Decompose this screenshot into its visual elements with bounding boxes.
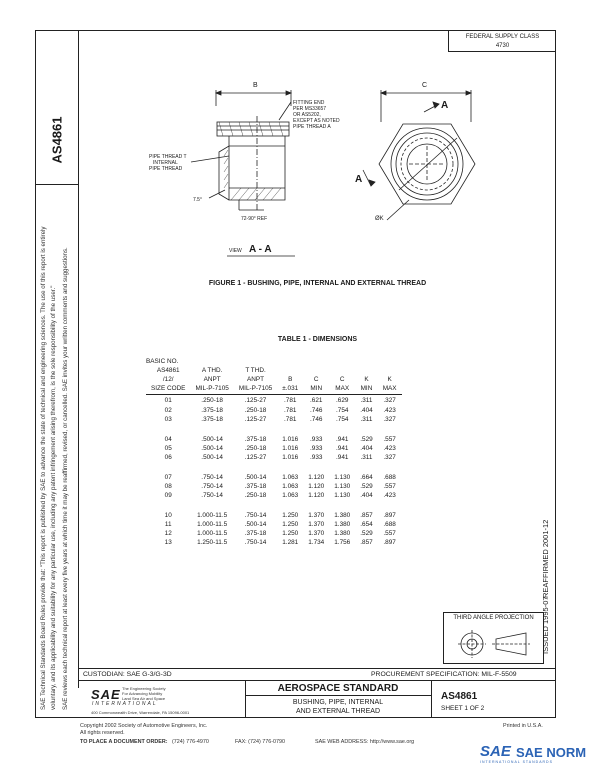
view-section-label: A - A: [249, 244, 272, 255]
disclaimer-line-2: voluntary, and its applicability and suitability for any particular use, including any patent infringement arising therefrom, is the sole responsibility of the user.": [50, 285, 57, 710]
col-a-1: A THD.: [201, 367, 223, 374]
table-cell: .423: [383, 445, 396, 452]
sae-international: INTERNATIONAL: [92, 701, 158, 707]
sae-norm-watermark: [480, 743, 590, 767]
reaffirmed-date: REAFFIRMED 2001-12: [541, 519, 550, 598]
watermark-sub: INTERNATIONAL STANDARDS: [480, 760, 553, 764]
third-angle-projection-box: [443, 612, 544, 664]
table-row: [146, 520, 402, 529]
web-address: SAE WEB ADDRESS: http://www.sae.org: [315, 739, 415, 745]
col-t-3: MIL-P-7105: [234, 384, 277, 395]
table-cell: .311: [360, 454, 373, 461]
table-cell: 1.370: [308, 512, 325, 519]
table-cell: 02: [164, 407, 172, 414]
table-cell: .500-14: [244, 521, 267, 528]
table-cell: 1.016: [282, 454, 299, 461]
table-cell: .311: [360, 416, 373, 423]
table-cell: 09: [164, 492, 172, 499]
table-cell: 04: [164, 436, 172, 443]
table-cell: .250-18: [244, 407, 267, 414]
table-cell: .375-18: [244, 530, 267, 537]
table-cell: .529: [360, 483, 373, 490]
disclaimer-line-1: SAE Technical Standards Board Rules provide that: "This report is published by SAE to advance the state of technical and engineering sciences. The use of this report is entirely: [40, 226, 47, 710]
table-cell: 1.370: [308, 530, 325, 537]
printed-in: Printed in U.S.A.: [503, 723, 543, 729]
table-cell: 11: [164, 521, 172, 528]
fitting-note-4: EXCEPT AS NOTED: [293, 118, 340, 124]
pipe-thread-note-2: INTERNAL: [153, 160, 178, 166]
table-cell: 1.063: [282, 474, 299, 481]
table-cell: .125-27: [244, 454, 267, 461]
order-phone: (724) 776-4970: [172, 739, 209, 745]
table-cell: .746: [310, 407, 323, 414]
table-cell: .750-14: [244, 539, 267, 546]
table-cell: 1.380: [334, 521, 351, 528]
table-cell: 07: [164, 474, 172, 481]
table-cell: .250-18: [244, 492, 267, 499]
table-row: [146, 395, 402, 407]
table-row: [146, 511, 402, 520]
table-cell: 1.380: [334, 512, 351, 519]
table-cell: 1.016: [282, 436, 299, 443]
table-cell: .327: [383, 416, 396, 423]
table-cell: .781: [284, 407, 297, 414]
figure-caption: FIGURE 1 - BUSHING, PIPE, INTERNAL AND EXTERNAL THREAD: [208, 280, 427, 287]
table-cell: .621: [310, 397, 323, 404]
standard-type-underline: [245, 695, 431, 696]
table-cell: .529: [360, 530, 373, 537]
sae-logo: SAE: [91, 687, 121, 702]
table-cell: .529: [360, 436, 373, 443]
col-basic-4: SIZE CODE: [146, 384, 190, 395]
table-cell: 1.000-11.5: [197, 521, 228, 528]
col-basic-1: BASIC NO.: [146, 358, 179, 365]
col-kmin-2: MIN: [355, 384, 377, 395]
federal-supply-class: [448, 30, 556, 52]
table-cell: .500-14: [244, 474, 267, 481]
fitting-note-5: PIPE THREAD A: [293, 124, 331, 130]
table-row: [146, 453, 402, 462]
table-cell: 1.380: [334, 530, 351, 537]
sae-tagline-3: Land Sea Air and Space: [122, 696, 166, 701]
table-cell: .857: [360, 539, 373, 546]
table-row: [146, 482, 402, 491]
table-cell: 01: [164, 397, 172, 404]
sae-tagline: [122, 686, 166, 701]
table-cell: 1.000-11.5: [197, 530, 228, 537]
col-a-3: MIL-P-7105: [190, 384, 233, 395]
col-b-1: B: [288, 376, 293, 383]
table-row: [146, 529, 402, 538]
section-letter-left: A: [355, 174, 363, 185]
title-block-divider-2: [431, 681, 432, 718]
table-cell: .688: [383, 474, 396, 481]
col-basic-2: AS4861: [156, 367, 180, 374]
table-cell: .557: [383, 530, 396, 537]
fitting-note-1: FITTING END: [293, 100, 325, 106]
issued-date: ISSUED 1995-07: [541, 596, 550, 654]
fitting-note-3: OR AS5202,: [293, 112, 321, 118]
col-cmax-2: MAX: [329, 384, 355, 395]
watermark-text: SAE NORM: [516, 745, 587, 760]
doc-number-vertical: AS4861: [49, 116, 65, 164]
col-t-1: T THD.: [245, 367, 266, 374]
table-cell: 1.120: [308, 492, 325, 499]
table-cell: 10: [164, 512, 172, 519]
angle-note: 72-90° REF: [241, 216, 268, 222]
table-cell: .327: [383, 397, 396, 404]
col-t-2: ANPT: [247, 376, 265, 383]
table-cell: 03: [164, 416, 172, 423]
fax: FAX: (724) 776-0790: [235, 739, 286, 745]
col-kmin-1: K: [364, 376, 369, 383]
table-cell: .750-14: [201, 483, 223, 490]
col-a-2: ANPT: [203, 376, 221, 383]
copyright: Copyright 2002 Society of Automotive Engineers, Inc.: [80, 723, 208, 729]
table-row: [146, 473, 402, 482]
table-cell: .125-27: [244, 397, 267, 404]
table-cell: 06: [164, 454, 172, 461]
table-row: [146, 435, 402, 444]
disclaimer-line-3: SAE reviews each technical report at least every five years at which time it may be reaffirmed, revised, or cancelled. SAE invites your written comments and suggestions.: [62, 247, 69, 710]
table-cell: .375-18: [201, 407, 223, 414]
sheet-number: SHEET 1 OF 2: [441, 705, 485, 712]
table-cell: 1.250: [282, 512, 299, 519]
ref-angle-label: 7.5°: [193, 197, 202, 203]
table-cell: .933: [310, 454, 323, 461]
table-cell: .404: [360, 407, 373, 414]
custodian-row: [79, 668, 556, 681]
sae-address: 400 Commonwealth Drive, Warrendale, PA 15096-0001: [91, 710, 190, 715]
table-cell: .125-27: [244, 416, 267, 423]
dia-k-label: ØK: [375, 216, 384, 222]
table-cell: .404: [360, 492, 373, 499]
fsc-label: FEDERAL SUPPLY CLASS: [465, 34, 540, 40]
table-cell: .311: [360, 397, 373, 404]
table-cell: .750-14: [201, 492, 223, 499]
table-cell: .557: [383, 483, 396, 490]
table-cell: .781: [284, 416, 297, 423]
table-cell: 12: [164, 530, 172, 537]
table-cell: .688: [383, 521, 396, 528]
table-cell: 1.734: [308, 539, 325, 546]
col-kmax-2: MAX: [378, 384, 402, 395]
table-cell: .754: [336, 407, 349, 414]
table-cell: 1.250-11.5: [197, 539, 228, 546]
table-cell: .664: [360, 474, 373, 481]
table-cell: .423: [383, 407, 396, 414]
table-spacer: [146, 462, 402, 473]
fsc-value: 4730: [495, 43, 510, 49]
table-cell: .500-14: [201, 445, 223, 452]
standard-type: AEROSPACE STANDARD: [277, 683, 399, 694]
table-cell: .857: [360, 512, 373, 519]
dim-c-label: C: [422, 82, 428, 89]
technical-drawing: [79, 60, 549, 260]
table-cell: .933: [310, 436, 323, 443]
table-cell: 1.756: [334, 539, 351, 546]
col-kmax-1: K: [387, 376, 392, 383]
table-cell: .629: [336, 397, 349, 404]
table-cell: 1.250: [282, 521, 299, 528]
table-row: [146, 538, 402, 547]
table-row: [146, 415, 402, 424]
table-cell: 1.000-11.5: [197, 512, 228, 519]
table-cell: 1.063: [282, 492, 299, 499]
col-cmax-1: C: [339, 376, 345, 383]
col-cmin-1: C: [313, 376, 319, 383]
table-cell: .500-14: [201, 454, 223, 461]
table-cell: .941: [336, 436, 349, 443]
section-letter-top: A: [441, 100, 449, 111]
title-line-1: BUSHING, PIPE, INTERNAL: [292, 699, 384, 706]
table-cell: .375-18: [244, 483, 267, 490]
table-cell: 1.120: [308, 483, 325, 490]
table-cell: 08: [164, 483, 172, 490]
table-cell: .941: [336, 454, 349, 461]
table-cell: 1.130: [334, 474, 351, 481]
table-cell: .557: [383, 436, 396, 443]
table-row: [146, 491, 402, 500]
third-angle-label: THIRD ANGLE PROJECTION: [453, 615, 534, 621]
table-cell: 13: [164, 539, 172, 546]
col-basic-3: /12/: [162, 376, 174, 383]
table-row: [146, 444, 402, 453]
table-cell: .897: [383, 539, 396, 546]
table-cell: .423: [383, 492, 396, 499]
dimensions-table: [146, 357, 402, 547]
title-line-2: AND EXTERNAL THREAD: [295, 708, 381, 715]
table-cell: 1.120: [308, 474, 325, 481]
table-cell: 1.370: [308, 521, 325, 528]
table-cell: 1.250: [282, 530, 299, 537]
dimensions-table-body: [146, 395, 402, 548]
table-spacer: [146, 500, 402, 511]
doc-number-title: AS4861: [441, 691, 478, 702]
order-label: TO PLACE A DOCUMENT ORDER:: [80, 739, 168, 745]
col-b-2: ±.031: [277, 384, 303, 395]
table-cell: 05: [164, 445, 172, 452]
table-cell: .941: [336, 445, 349, 452]
watermark-mark: SAE: [480, 743, 511, 760]
table-cell: .750-14: [244, 512, 267, 519]
sae-tagline-1: The Engineering Society: [122, 686, 166, 691]
table-cell: .654: [360, 521, 373, 528]
table-row: [146, 406, 402, 415]
table-cell: .754: [336, 416, 349, 423]
table-cell: .750-14: [201, 474, 223, 481]
table-cell: .250-18: [244, 445, 267, 452]
table-cell: 1.281: [282, 539, 299, 546]
table-spacer: [146, 424, 402, 435]
table-cell: .897: [383, 512, 396, 519]
pipe-thread-note-3: PIPE THREAD: [149, 166, 183, 172]
table-cell: 1.063: [282, 483, 299, 490]
table-cell: 1.016: [282, 445, 299, 452]
projection-symbol: [452, 627, 537, 661]
table-cell: .500-14: [201, 436, 223, 443]
rights: All rights reserved.: [80, 730, 125, 736]
table-cell: .327: [383, 454, 396, 461]
sae-tagline-2: For Advancing Mobility: [122, 691, 163, 696]
dim-b-label: B: [253, 82, 258, 89]
table-cell: 1.130: [334, 492, 351, 499]
col-cmin-2: MIN: [303, 384, 329, 395]
procurement-spec: PROCUREMENT SPECIFICATION: MIL-F-5509: [371, 671, 517, 678]
table-cell: .250-18: [201, 397, 223, 404]
pipe-thread-note-1: PIPE THREAD T: [149, 154, 187, 160]
table-cell: .375-18: [201, 416, 223, 423]
custodian: CUSTODIAN: SAE G-3/G-3D: [83, 671, 172, 678]
table-cell: .781: [284, 397, 297, 404]
table-cell: .404: [360, 445, 373, 452]
table-cell: .746: [310, 416, 323, 423]
table-cell: .375-18: [244, 436, 267, 443]
view-label: VIEW: [229, 248, 242, 254]
fitting-note-2: PER MS33657: [293, 106, 327, 112]
table-title: TABLE 1 - DIMENSIONS: [277, 336, 358, 343]
table-cell: .933: [310, 445, 323, 452]
table-cell: 1.130: [334, 483, 351, 490]
